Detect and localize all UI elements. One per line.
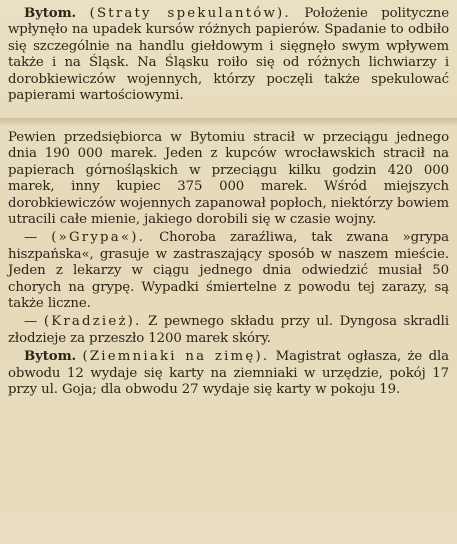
- clipping-seam: [0, 118, 457, 128]
- article-lead: —: [24, 230, 52, 246]
- article-lead: Bytom.: [24, 6, 77, 21]
- article-kradziez: [8, 314, 449, 347]
- article-straty-continued: [8, 130, 449, 228]
- article-ziemniaki: [8, 349, 449, 398]
- article-title: (Straty spekulantów).: [89, 6, 291, 21]
- article-grypa: [8, 230, 449, 312]
- clipping-fragment-bottom: [8, 130, 449, 399]
- article-title: (Kradzież).: [43, 314, 142, 330]
- article-body: Choroba zaraźliwa, tak zwana »grypa hiszpańska«, grasuje w zastraszający sposób w naszem mieście. Jeden z lekarzy w ciągu jednego dnia odwiedzić musiał 50 chorych na grypę. Wypadki śmiertelne z powodu tej zarazy, są także liczne.: [8, 230, 449, 312]
- article-title: (»Grypa«).: [51, 230, 146, 246]
- article-body: Pewien przedsiębiorca w Bytomiu stracił w przeciągu jednego dnia 190 000 marek. Jeden z kupców wrocławskich stracił na papierach górnośląskich w przeciągu kilku godzin 420 000 marek, inny kupiec 375 000 marek. Wśród miejszych dorobkiewiczów wojennych zapanował popłoch, niektórzy bowiem utracili całe mienie, jakiego dorobili się w czasie wojny.: [8, 130, 449, 228]
- article-body: Położenie polityczne wpłynęło na upadek kursów różnych papierów. Spadanie to odbiło się szczególnie na handlu giełdowym i sięgnęło swym wpływem także i na Śląsk. Na Śląsku roiło się od różnych lichwiarzy i dorobkiewiczów wojennych, którzy poczęli także spekulować papierami wartościowymi.: [8, 6, 449, 104]
- article-title: (Ziemniaki na zimę).: [82, 349, 270, 365]
- article-straty-first: [8, 6, 449, 104]
- article-body: Z pewnego składu przy ul. Dyngosa skradli złodzieje za przeszło 1200 marek skóry.: [8, 314, 449, 346]
- article-lead: —: [24, 314, 44, 330]
- clipping-fragment-top: [8, 6, 449, 124]
- article-body: Magistrat ogłasza, że dla obwodu 12 wydaje się karty na ziemniaki w urzędzie, pokój 17 przy ul. Goja; dla obwodu 27 wydaje się karty w pokoju 19.: [8, 349, 449, 398]
- article-lead: Bytom.: [24, 349, 77, 365]
